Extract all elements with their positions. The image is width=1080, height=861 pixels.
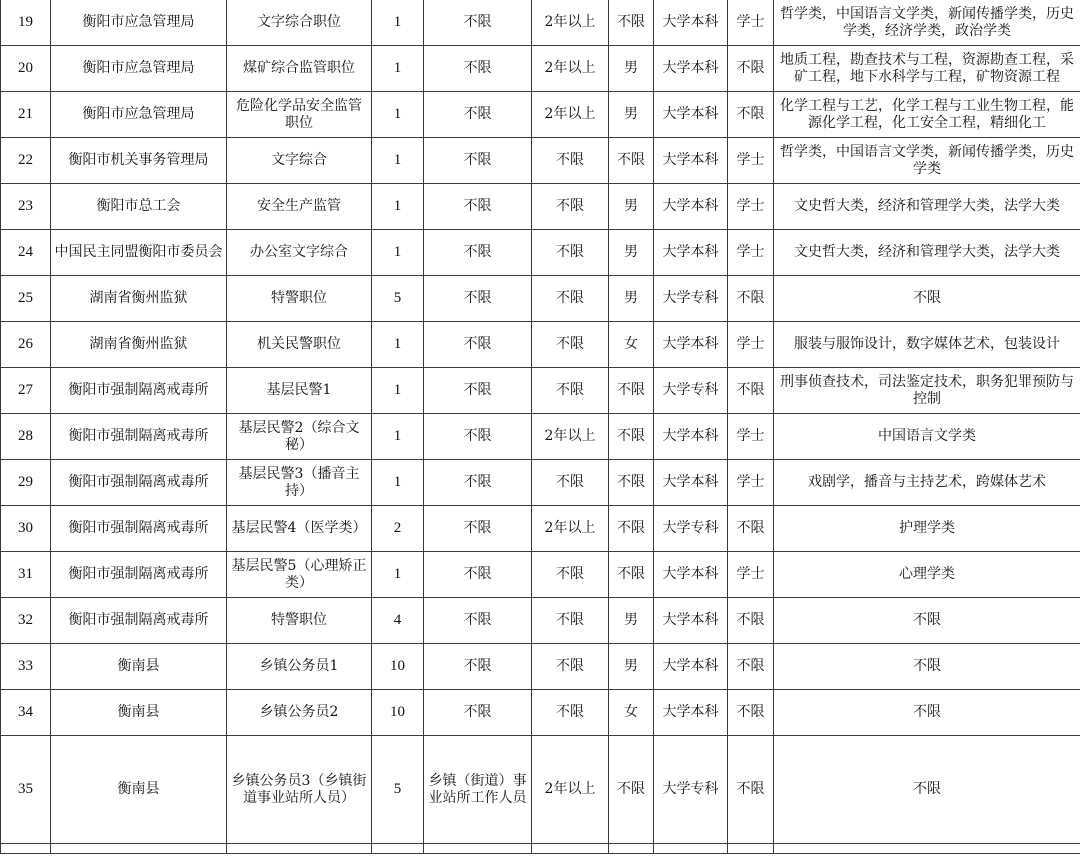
applicant-scope-cell: 不限	[424, 230, 532, 276]
work-experience-cell: 不限	[532, 644, 609, 690]
position-name-cell: 基层民警1	[227, 368, 372, 414]
position-name-cell: 基层民警3（播音主持）	[227, 460, 372, 506]
gender-cell: 不限	[609, 368, 654, 414]
education-cell: 大学本科	[654, 460, 728, 506]
work-experience-cell: 2年以上	[532, 92, 609, 138]
work-experience-cell: 不限	[532, 184, 609, 230]
position-name-cell: 基层民警5（心理矫正类）	[227, 552, 372, 598]
row-number-cell: 28	[1, 414, 51, 460]
education-cell: 大学本科	[654, 184, 728, 230]
hiring-count-cell: 1	[372, 138, 424, 184]
table-row	[1, 138, 1080, 184]
gender-cell: 男	[609, 184, 654, 230]
employer-unit-cell: 衡阳市应急管理局	[51, 92, 227, 138]
degree-cell: 不限	[728, 644, 774, 690]
employer-unit-cell: 衡阳市强制隔离戒毒所	[51, 414, 227, 460]
education-cell: 大学专科	[654, 368, 728, 414]
work-experience-cell: 不限	[532, 552, 609, 598]
gender-cell: 男	[609, 598, 654, 644]
employer-unit-cell: 衡阳市强制隔离戒毒所	[51, 598, 227, 644]
degree-cell: 学士	[728, 184, 774, 230]
hiring-count-cell: 1	[372, 460, 424, 506]
row-number-cell: 20	[1, 46, 51, 92]
applicant-scope-cell: 不限	[424, 0, 532, 46]
empty-cell	[532, 844, 609, 854]
education-cell: 大学本科	[654, 138, 728, 184]
row-number-cell: 24	[1, 230, 51, 276]
row-number-cell: 26	[1, 322, 51, 368]
education-cell: 大学本科	[654, 0, 728, 46]
education-cell: 大学本科	[654, 46, 728, 92]
major-requirement-cell: 文史哲大类，经济和管理学大类，法学大类	[774, 184, 1080, 230]
major-requirement-cell: 地质工程，勘查技术与工程，资源勘查工程，采矿工程，地下水科学与工程，矿物资源工程	[774, 46, 1080, 92]
applicant-scope-cell: 不限	[424, 138, 532, 184]
row-number-cell: 35	[1, 736, 51, 844]
gender-cell: 男	[609, 46, 654, 92]
degree-cell: 学士	[728, 322, 774, 368]
position-name-cell: 危险化学品安全监管职位	[227, 92, 372, 138]
row-number-cell: 29	[1, 460, 51, 506]
table-row	[1, 736, 1080, 844]
major-requirement-cell: 护理学类	[774, 506, 1080, 552]
hiring-count-cell: 5	[372, 736, 424, 844]
work-experience-cell: 2年以上	[532, 46, 609, 92]
employer-unit-cell: 衡阳市强制隔离戒毒所	[51, 460, 227, 506]
gender-cell: 女	[609, 690, 654, 736]
work-experience-cell: 不限	[532, 138, 609, 184]
work-experience-cell: 不限	[532, 598, 609, 644]
major-requirement-cell: 文史哲大类，经济和管理学大类，法学大类	[774, 230, 1080, 276]
gender-cell: 不限	[609, 736, 654, 844]
employer-unit-cell: 衡南县	[51, 736, 227, 844]
education-cell: 大学本科	[654, 644, 728, 690]
position-name-cell: 特警职位	[227, 276, 372, 322]
hiring-count-cell: 4	[372, 598, 424, 644]
work-experience-cell: 不限	[532, 322, 609, 368]
degree-cell: 不限	[728, 92, 774, 138]
position-name-cell: 乡镇公务员1	[227, 644, 372, 690]
degree-cell: 学士	[728, 414, 774, 460]
hiring-count-cell: 1	[372, 552, 424, 598]
table-body	[1, 0, 1080, 854]
applicant-scope-cell: 不限	[424, 460, 532, 506]
work-experience-cell: 不限	[532, 276, 609, 322]
table-row	[1, 644, 1080, 690]
employer-unit-cell: 衡阳市机关事务管理局	[51, 138, 227, 184]
empty-cell	[774, 844, 1080, 854]
major-requirement-cell: 心理学类	[774, 552, 1080, 598]
education-cell: 大学本科	[654, 230, 728, 276]
gender-cell: 男	[609, 230, 654, 276]
table-row	[1, 690, 1080, 736]
hiring-count-cell: 1	[372, 322, 424, 368]
work-experience-cell: 不限	[532, 230, 609, 276]
major-requirement-cell: 不限	[774, 736, 1080, 844]
table-row	[1, 230, 1080, 276]
gender-cell: 不限	[609, 506, 654, 552]
employer-unit-cell: 衡南县	[51, 690, 227, 736]
applicant-scope-cell: 乡镇（街道）事业站所工作人员	[424, 736, 532, 844]
hiring-count-cell: 1	[372, 92, 424, 138]
position-name-cell: 乡镇公务员2	[227, 690, 372, 736]
degree-cell: 学士	[728, 552, 774, 598]
hiring-count-cell: 1	[372, 368, 424, 414]
employer-unit-cell: 湖南省衡州监狱	[51, 276, 227, 322]
employer-unit-cell: 衡阳市强制隔离戒毒所	[51, 506, 227, 552]
major-requirement-cell: 不限	[774, 644, 1080, 690]
position-name-cell: 特警职位	[227, 598, 372, 644]
row-number-cell: 31	[1, 552, 51, 598]
work-experience-cell: 不限	[532, 460, 609, 506]
table-row	[1, 552, 1080, 598]
table-row	[1, 460, 1080, 506]
row-number-cell: 32	[1, 598, 51, 644]
row-number-cell: 25	[1, 276, 51, 322]
work-experience-cell: 不限	[532, 368, 609, 414]
gender-cell: 男	[609, 644, 654, 690]
row-number-cell: 33	[1, 644, 51, 690]
education-cell: 大学专科	[654, 506, 728, 552]
major-requirement-cell: 中国语言文学类	[774, 414, 1080, 460]
major-requirement-cell: 刑事侦查技术，司法鉴定技术，职务犯罪预防与控制	[774, 368, 1080, 414]
hiring-count-cell: 2	[372, 506, 424, 552]
degree-cell: 不限	[728, 46, 774, 92]
education-cell: 大学本科	[654, 552, 728, 598]
applicant-scope-cell: 不限	[424, 414, 532, 460]
empty-cell	[372, 844, 424, 854]
position-name-cell: 基层民警4（医学类）	[227, 506, 372, 552]
position-name-cell: 机关民警职位	[227, 322, 372, 368]
row-number-cell: 34	[1, 690, 51, 736]
row-number-cell: 23	[1, 184, 51, 230]
gender-cell: 不限	[609, 414, 654, 460]
major-requirement-cell: 不限	[774, 276, 1080, 322]
education-cell: 大学本科	[654, 414, 728, 460]
empty-cell	[227, 844, 372, 854]
hiring-count-cell: 1	[372, 0, 424, 46]
education-cell: 大学本科	[654, 322, 728, 368]
major-requirement-cell: 不限	[774, 690, 1080, 736]
table-row	[1, 276, 1080, 322]
work-experience-cell: 2年以上	[532, 736, 609, 844]
empty-cell	[654, 844, 728, 854]
position-name-cell: 文字综合	[227, 138, 372, 184]
work-experience-cell: 2年以上	[532, 0, 609, 46]
row-number-cell: 22	[1, 138, 51, 184]
position-name-cell: 文字综合职位	[227, 0, 372, 46]
table-row	[1, 506, 1080, 552]
gender-cell: 不限	[609, 138, 654, 184]
major-requirement-cell: 戏剧学，播音与主持艺术，跨媒体艺术	[774, 460, 1080, 506]
degree-cell: 不限	[728, 368, 774, 414]
degree-cell: 学士	[728, 138, 774, 184]
hiring-count-cell: 1	[372, 46, 424, 92]
position-name-cell: 基层民警2（综合文秘）	[227, 414, 372, 460]
applicant-scope-cell: 不限	[424, 322, 532, 368]
empty-cell	[609, 844, 654, 854]
empty-cell	[51, 844, 227, 854]
gender-cell: 男	[609, 276, 654, 322]
position-name-cell: 煤矿综合监管职位	[227, 46, 372, 92]
hiring-count-cell: 1	[372, 230, 424, 276]
degree-cell: 学士	[728, 460, 774, 506]
degree-cell: 不限	[728, 276, 774, 322]
hiring-count-cell: 10	[372, 690, 424, 736]
work-experience-cell: 2年以上	[532, 414, 609, 460]
table-row	[1, 0, 1080, 46]
applicant-scope-cell: 不限	[424, 368, 532, 414]
applicant-scope-cell: 不限	[424, 552, 532, 598]
hiring-count-cell: 1	[372, 414, 424, 460]
table-row	[1, 414, 1080, 460]
position-name-cell: 安全生产监管	[227, 184, 372, 230]
employer-unit-cell: 衡阳市强制隔离戒毒所	[51, 368, 227, 414]
employer-unit-cell: 衡阳市总工会	[51, 184, 227, 230]
applicant-scope-cell: 不限	[424, 184, 532, 230]
row-number-cell: 19	[1, 0, 51, 46]
table-row	[1, 46, 1080, 92]
hiring-count-cell: 1	[372, 184, 424, 230]
degree-cell: 不限	[728, 690, 774, 736]
degree-cell: 不限	[728, 736, 774, 844]
education-cell: 大学本科	[654, 598, 728, 644]
education-cell: 大学专科	[654, 276, 728, 322]
employer-unit-cell: 衡南县	[51, 644, 227, 690]
row-number-cell: 30	[1, 506, 51, 552]
hiring-count-cell: 10	[372, 644, 424, 690]
degree-cell: 不限	[728, 598, 774, 644]
table-row-partial	[1, 844, 1080, 854]
applicant-scope-cell: 不限	[424, 644, 532, 690]
table-row	[1, 368, 1080, 414]
gender-cell: 不限	[609, 460, 654, 506]
position-name-cell: 办公室文字综合	[227, 230, 372, 276]
applicant-scope-cell: 不限	[424, 276, 532, 322]
row-number-cell: 27	[1, 368, 51, 414]
major-requirement-cell: 哲学类，中国语言文学类，新闻传播学类，历史学类，经济学类，政治学类	[774, 0, 1080, 46]
hiring-count-cell: 5	[372, 276, 424, 322]
empty-cell	[1, 844, 51, 854]
degree-cell: 不限	[728, 506, 774, 552]
work-experience-cell: 不限	[532, 690, 609, 736]
employer-unit-cell: 中国民主同盟衡阳市委员会	[51, 230, 227, 276]
applicant-scope-cell: 不限	[424, 690, 532, 736]
table-row	[1, 92, 1080, 138]
gender-cell: 女	[609, 322, 654, 368]
gender-cell: 男	[609, 92, 654, 138]
major-requirement-cell: 服装与服饰设计，数字媒体艺术，包装设计	[774, 322, 1080, 368]
row-number-cell: 21	[1, 92, 51, 138]
employer-unit-cell: 衡阳市应急管理局	[51, 46, 227, 92]
education-cell: 大学本科	[654, 92, 728, 138]
employer-unit-cell: 衡阳市强制隔离戒毒所	[51, 552, 227, 598]
empty-cell	[728, 844, 774, 854]
applicant-scope-cell: 不限	[424, 598, 532, 644]
gender-cell: 不限	[609, 0, 654, 46]
education-cell: 大学本科	[654, 690, 728, 736]
applicant-scope-cell: 不限	[424, 506, 532, 552]
applicant-scope-cell: 不限	[424, 46, 532, 92]
employer-unit-cell: 湖南省衡州监狱	[51, 322, 227, 368]
major-requirement-cell: 化学工程与工艺，化学工程与工业生物工程，能源化学工程，化工安全工程，精细化工	[774, 92, 1080, 138]
position-name-cell: 乡镇公务员3（乡镇街道事业站所人员）	[227, 736, 372, 844]
major-requirement-cell: 哲学类，中国语言文学类，新闻传播学类，历史学类	[774, 138, 1080, 184]
table-row	[1, 322, 1080, 368]
employer-unit-cell: 衡阳市应急管理局	[51, 0, 227, 46]
applicant-scope-cell: 不限	[424, 92, 532, 138]
table-row	[1, 184, 1080, 230]
major-requirement-cell: 不限	[774, 598, 1080, 644]
empty-cell	[424, 844, 532, 854]
gender-cell: 不限	[609, 552, 654, 598]
work-experience-cell: 2年以上	[532, 506, 609, 552]
table-row	[1, 598, 1080, 644]
degree-cell: 学士	[728, 230, 774, 276]
degree-cell: 学士	[728, 0, 774, 46]
education-cell: 大学专科	[654, 736, 728, 844]
